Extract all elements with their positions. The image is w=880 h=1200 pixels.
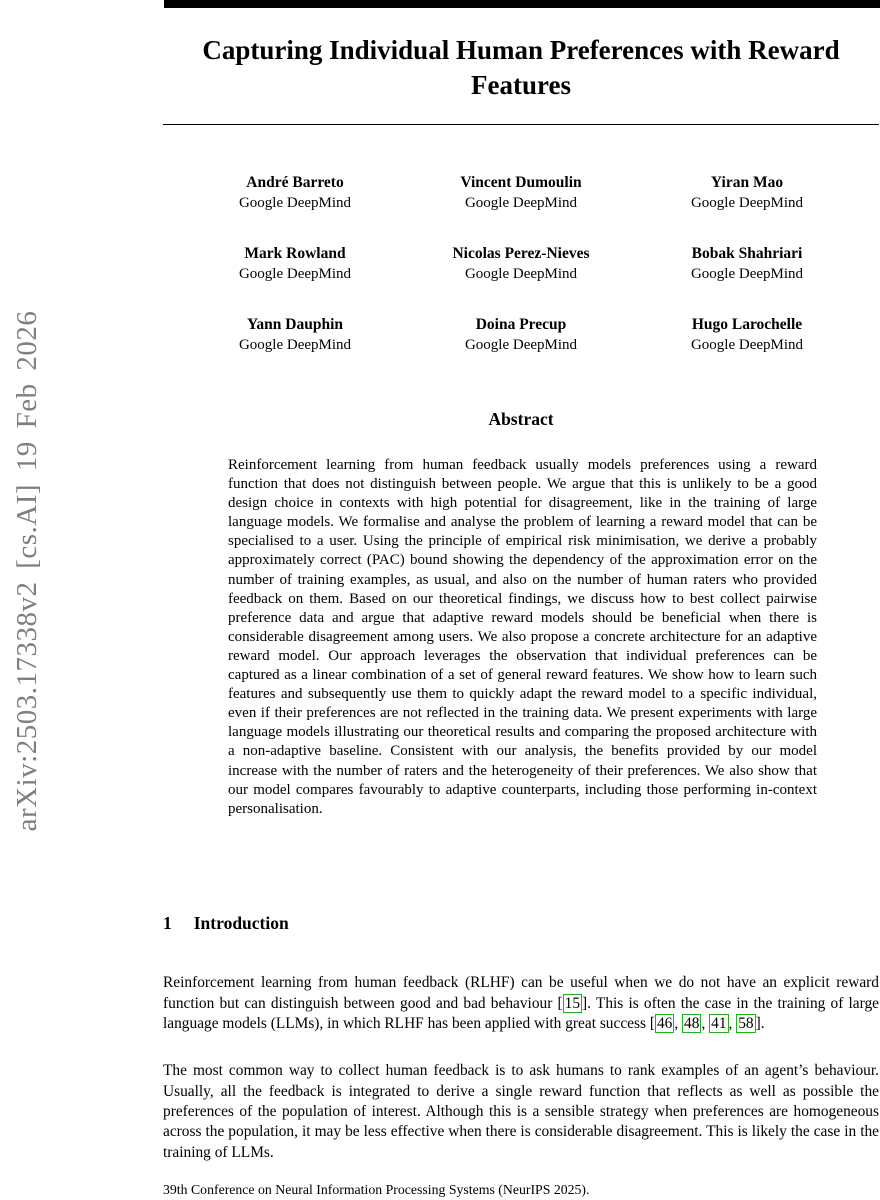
author-name: Bobak Shahriari (691, 245, 803, 262)
section-number: 1 (163, 913, 172, 933)
title-container (163, 33, 879, 103)
intro-paragraph-1: Reinforcement learning from human feedback (RLHF) can be useful when we do not have an explicit reward function but can distinguish between good and bad behaviour [ 15 ]. This is often the case in the training of large language models (LLMs), in which RLHF has been applied with great success [ 46 , 48 , 41 , 58 ]. (163, 974, 880, 1032)
author-name: Doina Precup (475, 316, 567, 333)
intro-paragraph-2: The most common way to collect human feedback is to ask humans to rank examples of an agent’s behaviour. Usually, all the feedback is integrated to derive a single reward function that reflects as well as possible the preferences of the population of interest. Although this is a sensible strategy when preferences are homogeneous across the population, it may be less effective when there is considerable disagreement. This is likely the case in the training of LLMs. (163, 1062, 879, 1161)
author-name: Vincent Dumoulin (460, 174, 582, 191)
author-name: Nicolas Perez-Nieves (452, 245, 590, 262)
author-affiliation: Google DeepMind (238, 195, 352, 211)
section-1-heading (163, 913, 289, 934)
conference-footnote: 39th Conference on Neural Information Processing Systems (NeurIPS 2025). (163, 1182, 590, 1197)
author-affiliation: Google DeepMind (464, 195, 578, 211)
citation-link[interactable]: 15 (564, 994, 581, 1012)
abstract-heading: Abstract (488, 409, 554, 429)
citation-link[interactable]: 41 (711, 1014, 727, 1032)
page-top-bar (164, 0, 880, 8)
author-affiliation: Google DeepMind (464, 337, 578, 353)
author-block (634, 172, 860, 214)
abstract-text: Reinforcement learning from human feedback usually models preferences using a reward function that does not distinguish between people. We argue that this is unlikely to be a good design choice in contexts with high potential for disagreement, like in the training of large language models. We formalise and analyse the problem of learning a reward model that can be specialised to a user. Using the principle of empirical risk minimisation, we derive a probably approximately correct (PAC) bound showing the dependency of the approximation error on the number of training examples, as usual, and also on the number of human raters who provided feedback on them. Based on our theoretical findings, we discuss how to best collect pairwise preference data and argue that adaptive reward models should be beneficial when there is considerable disagreement among users. We also propose a concrete architecture for an adaptive reward model. Our approach leverages the observation that individual preferences can be captured as a linear combination of a set of general reward features. We show how to learn such features and subsequently use them to quickly adapt the reward model to a specific individual, even if their preferences are not reflected in the training data. We present experiments with large language models illustrating our theoretical results and comparing the proposed architecture with a non-adaptive baseline. Consistent with our analysis, the benefits provided by our model increase with the number of raters and the heterogeneity of their preferences. We also show that our model compares favourably to adaptive counterparts, including those performing in-context personalisation. (228, 457, 817, 817)
author-block (182, 314, 408, 356)
author-name: Mark Rowland (244, 245, 346, 262)
author-block (182, 172, 408, 214)
author-block (634, 243, 860, 285)
author-name: Yann Dauphin (246, 316, 344, 333)
author-affiliation: Google DeepMind (690, 337, 804, 353)
author-affiliation: Google DeepMind (464, 266, 578, 282)
section-title: Introduction (193, 913, 289, 933)
author-affiliation: Google DeepMind (238, 337, 352, 353)
author-block (634, 314, 860, 356)
author-affiliation: Google DeepMind (238, 266, 352, 282)
author-name: André Barreto (246, 174, 344, 191)
citation-link[interactable]: 48 (684, 1014, 700, 1032)
paper-title: Capturing Individual Human Preferences with Reward Features (202, 35, 840, 100)
citation-link[interactable]: 46 (656, 1014, 673, 1032)
arxiv-watermark: arXiv:2503.17338v2 [cs.AI] 19 Feb 2026 (11, 310, 43, 832)
author-name: Yiran Mao (710, 174, 784, 191)
author-block (408, 314, 634, 356)
author-grid (182, 172, 860, 356)
title-divider (163, 124, 879, 125)
author-affiliation: Google DeepMind (690, 195, 804, 211)
author-block (182, 243, 408, 285)
citation-link[interactable]: 58 (738, 1014, 754, 1032)
author-affiliation: Google DeepMind (690, 266, 804, 282)
author-block (408, 243, 634, 285)
author-name: Hugo Larochelle (691, 316, 803, 333)
author-block (408, 172, 634, 214)
